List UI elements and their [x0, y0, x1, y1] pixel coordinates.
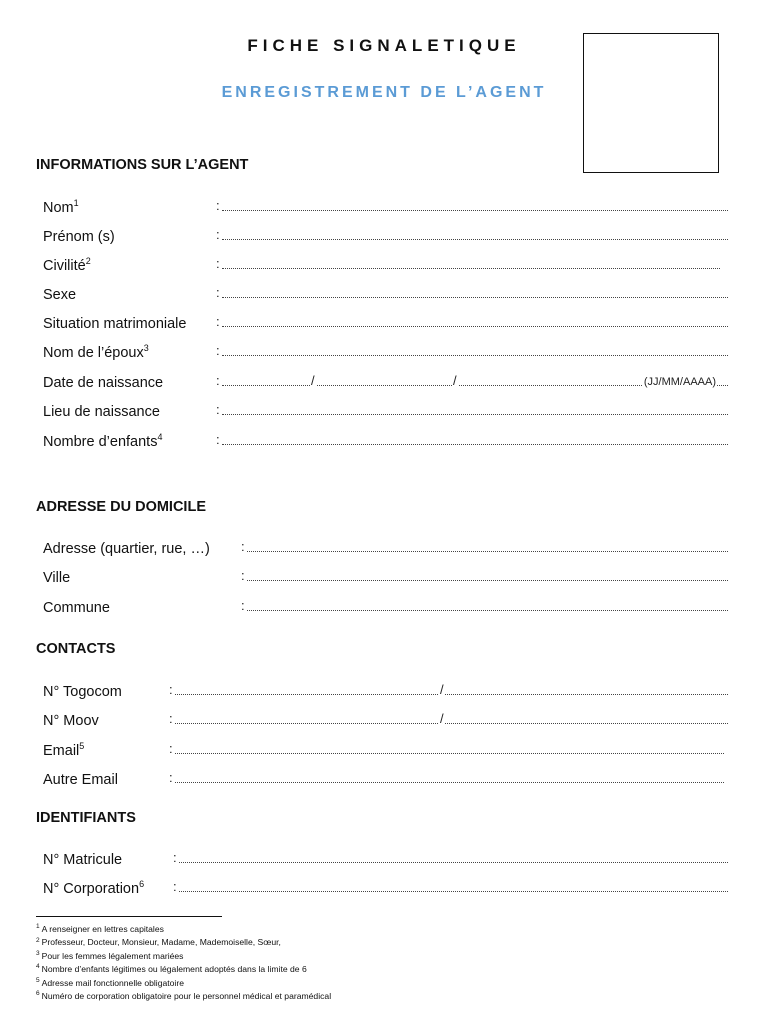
- field-moov-input[interactable]: : /: [169, 707, 728, 729]
- footnote-divider: [36, 916, 222, 917]
- field-enfants-input[interactable]: :: [216, 428, 728, 450]
- footnote-item: $^2$ Professeur, Docteur, Monsieur, Madame, Mademoiselle, Sœur,: [36, 936, 281, 948]
- footnotes: [36, 923, 331, 1003]
- footnote-ref: 4: [157, 432, 163, 443]
- field-adresse-label: Adresse (quartier, rue, …): [43, 541, 210, 557]
- field-autre-email-input[interactable]: :: [169, 766, 724, 788]
- field-togocom: [43, 678, 728, 700]
- field-matricule: [43, 846, 728, 868]
- field-sexe-input[interactable]: :: [216, 281, 728, 303]
- field-email: [43, 737, 728, 759]
- footnote-item: $^6$ Numéro de corporation obligatoire pour le personnel médical et paramédical: [36, 990, 332, 1002]
- field-date-naissance-label: Date de naissance: [43, 375, 164, 391]
- field-matricule-label: N° Matricule: [43, 852, 123, 868]
- field-sexe: [43, 281, 728, 303]
- section-agent-title: INFORMATIONS SUR L’AGENT: [36, 157, 249, 173]
- section-domicile-title: ADRESSE DU DOMICILE: [36, 499, 206, 515]
- field-matricule-input[interactable]: :: [173, 846, 728, 868]
- field-autre-email-label: Autre Email: [43, 772, 118, 788]
- field-email-label: Email: [43, 743, 80, 759]
- field-situation: [43, 310, 728, 332]
- field-moov-label: N° Moov: [43, 713, 99, 729]
- field-corporation-input[interactable]: :: [173, 875, 728, 897]
- footnote-ref: 6: [139, 879, 145, 890]
- footnote-ref: 3: [143, 343, 149, 354]
- field-commune-input[interactable]: :: [241, 594, 728, 616]
- field-date-naissance-input[interactable]: : / / (JJ/MM/AAAA): [216, 369, 728, 391]
- field-nom: [43, 194, 728, 216]
- footnote-item: $^1$ A renseigner en lettres capitales: [36, 923, 164, 934]
- document-subtitle: ENREGISTREMENT DE L’AGENT: [221, 84, 547, 101]
- field-civilite-input[interactable]: :: [216, 252, 720, 274]
- field-commune: [43, 594, 728, 616]
- field-civilite: [43, 252, 728, 274]
- date-format-hint: (JJ/MM/AAAA): [643, 376, 716, 388]
- field-prenom-label: Prénom (s): [43, 229, 115, 245]
- footnote-item: $^5$ Adresse mail fonctionnelle obligatoire: [36, 976, 184, 988]
- field-situation-input[interactable]: :: [216, 310, 728, 332]
- field-situation-label: Situation matrimoniale: [43, 316, 187, 332]
- field-adresse-input[interactable]: :: [241, 535, 728, 557]
- field-adresse: [43, 535, 728, 557]
- field-commune-label: Commune: [43, 600, 110, 616]
- field-nom-label: Nom: [43, 200, 74, 216]
- footnote-item: $^3$ Pour les femmes légalement mariées: [36, 949, 184, 961]
- photo-box: [583, 33, 719, 173]
- field-autre-email: [43, 766, 728, 788]
- field-prenom-input[interactable]: :: [216, 223, 728, 245]
- footnote-ref: 2: [85, 256, 91, 267]
- field-email-input[interactable]: :: [169, 737, 724, 759]
- section-contacts-title: CONTACTS: [36, 641, 116, 657]
- field-prenom: [43, 223, 728, 245]
- field-togocom-input[interactable]: : /: [169, 678, 728, 700]
- field-lieu-naissance: [43, 398, 728, 420]
- field-epoux: [43, 339, 728, 361]
- field-corporation-label: N° Corporation: [43, 881, 140, 897]
- field-epoux-label: Nom de l’époux: [43, 345, 144, 361]
- field-enfants: [43, 428, 728, 450]
- field-epoux-input[interactable]: :: [216, 339, 728, 361]
- field-enfants-label: Nombre d’enfants: [43, 434, 158, 450]
- field-ville-input[interactable]: :: [241, 564, 728, 586]
- field-civilite-label: Civilité: [43, 258, 86, 274]
- field-togocom-label: N° Togocom: [43, 684, 122, 700]
- field-date-naissance: [43, 369, 728, 391]
- field-lieu-naissance-label: Lieu de naissance: [43, 404, 160, 420]
- footnote-item: $^4$ Nombre d’enfants légitimes ou légalement adoptés dans la limite de 6: [36, 963, 307, 975]
- section-identifiants-title: IDENTIFIANTS: [36, 810, 136, 826]
- field-sexe-label: Sexe: [43, 287, 77, 303]
- field-moov: [43, 707, 728, 729]
- field-nom-input[interactable]: :: [216, 194, 728, 216]
- footnote-ref: 5: [79, 741, 85, 752]
- field-corporation: [43, 875, 728, 897]
- footnote-ref: 1: [73, 198, 79, 209]
- document-title: FICHE SIGNALETIQUE: [247, 36, 521, 55]
- field-ville: [43, 564, 728, 586]
- field-ville-label: Ville: [43, 570, 71, 586]
- field-lieu-naissance-input[interactable]: :: [216, 398, 728, 420]
